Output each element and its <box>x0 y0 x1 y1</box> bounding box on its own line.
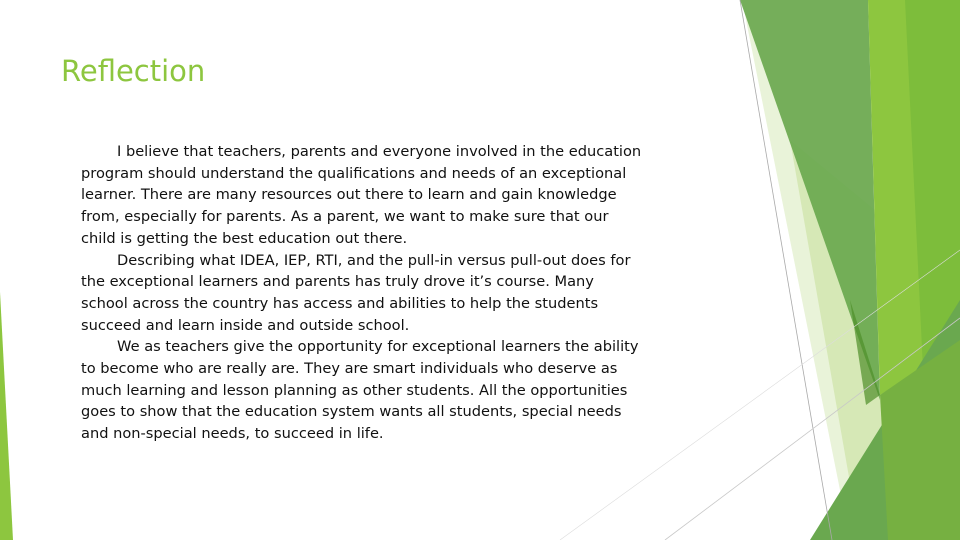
paragraph-1: I believe that teachers, parents and everyone involved in the education program should understand the qualifications and needs of an exceptional learner. There are many resources out there to learn and gain knowledge from, especially for parents. As a parent, we want to make sure that our child is getting the best education out there. <box>81 143 642 247</box>
paragraph-2: Describing what IDEA, IEP, RTI, and the pull-in versus pull-out does for the exceptional learners and parents has truly drove it’s course. Many school across the country has access and abilities to help the students succeed and learn inside and outside school. <box>81 251 631 334</box>
slide-title: Reflection <box>61 54 206 88</box>
left-green-sliver <box>0 292 13 540</box>
slide-body <box>81 141 721 445</box>
paragraph-3: We as teachers give the opportunity for exceptional learners the ability to become who are really are. They are smart individuals who deserve as much learning and lesson planning as other students. All the opportunities goes to show that the education system wants all students, special needs and non-special needs, to succeed in life. <box>81 338 639 443</box>
